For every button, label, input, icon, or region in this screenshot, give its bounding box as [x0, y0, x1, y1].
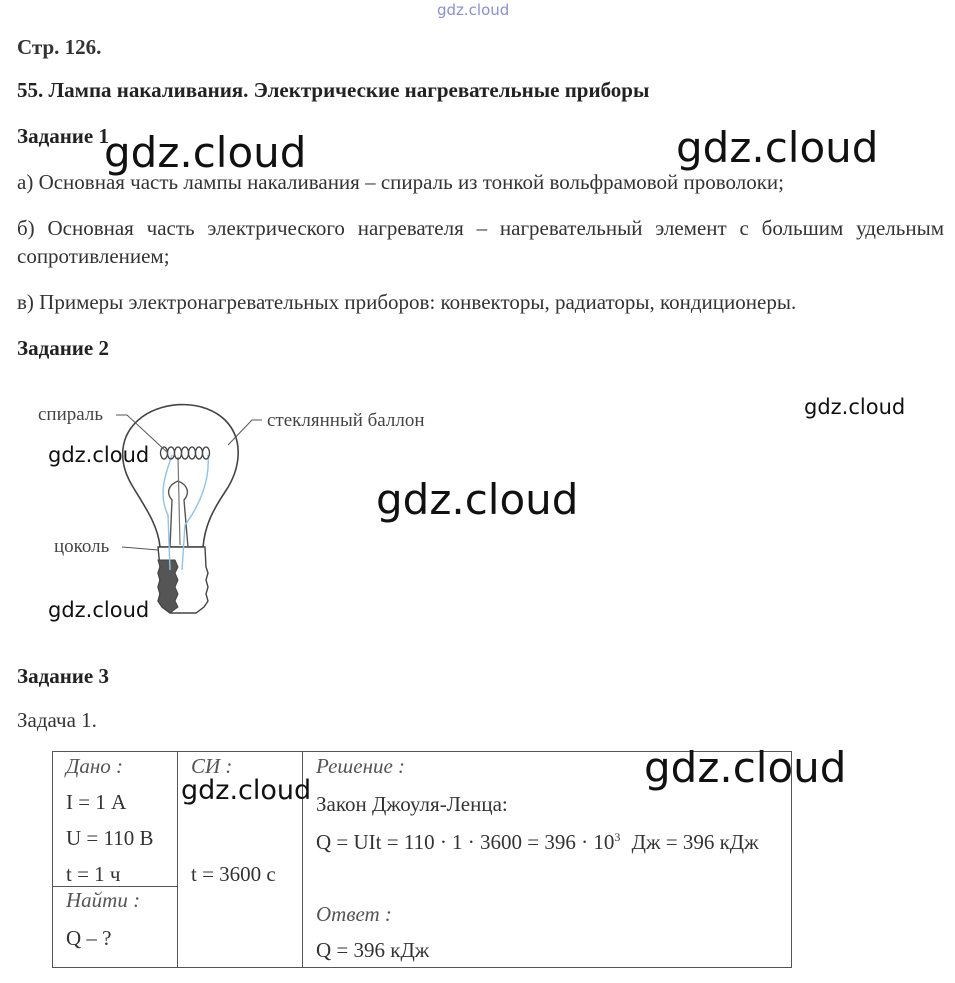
watermark: gdz.cloud	[48, 443, 150, 467]
given-voltage: U = 110 В	[66, 826, 154, 850]
site-link[interactable]: gdz.cloud	[437, 1, 510, 19]
given-current: I = 1 А	[66, 790, 127, 814]
formula-result: Дж = 396 кДж	[631, 830, 759, 854]
task1-item-a: а) Основная часть лампы накаливания – спираль из тонкой вольфрамовой проволоки;	[17, 170, 785, 194]
joule-lenz-law: Закон Джоуля-Ленца:	[316, 792, 508, 816]
answer-value: Q = 396 кДж	[316, 938, 430, 962]
page-reference: Стр. 126.	[17, 35, 102, 59]
task1-item-b: б) Основная часть электрического нагревателя – нагревательный элемент с большим удельным сопротивлением;	[17, 216, 944, 268]
watermark: gdz.cloud	[676, 123, 879, 172]
problem-label: Задача 1.	[17, 708, 97, 732]
watermark: gdz.cloud	[376, 475, 579, 524]
si-header: СИ :	[191, 754, 233, 778]
solution-formula	[316, 830, 759, 855]
watermark: gdz.cloud	[804, 395, 906, 419]
label-glass-bulb: стеклянный баллон	[267, 410, 425, 431]
solution-header: Решение :	[316, 754, 406, 778]
si-time-value: t = 3600 с	[191, 862, 276, 886]
task3-heading: Задание 3	[17, 664, 109, 688]
watermark: gdz.cloud	[644, 743, 847, 792]
answer-header: Ответ :	[316, 902, 392, 926]
task2-heading: Задание 2	[17, 336, 109, 360]
watermark: gdz.cloud	[104, 128, 307, 177]
task1-item-c: в) Примеры электронагревательных приборов: конвекторы, радиаторы, кондиционеры.	[17, 290, 797, 314]
section-title: 55. Лампа накаливания. Электрические нагревательные приборы	[17, 78, 650, 102]
find-header: Найти :	[66, 888, 141, 912]
task1-heading: Задание 1	[17, 124, 109, 148]
label-base: цоколь	[54, 536, 110, 557]
watermark: gdz.cloud	[48, 598, 150, 622]
watermark: gdz.cloud	[181, 775, 312, 806]
label-spiral: спираль	[38, 404, 104, 425]
formula-main: Q = UIt = 110 · 1 · 3600 = 396 · 10	[316, 830, 615, 854]
given-time: t = 1 ч	[66, 862, 121, 886]
given-header: Дано :	[66, 754, 124, 778]
formula-exponent: 3	[614, 830, 621, 844]
find-value: Q – ?	[66, 926, 112, 950]
